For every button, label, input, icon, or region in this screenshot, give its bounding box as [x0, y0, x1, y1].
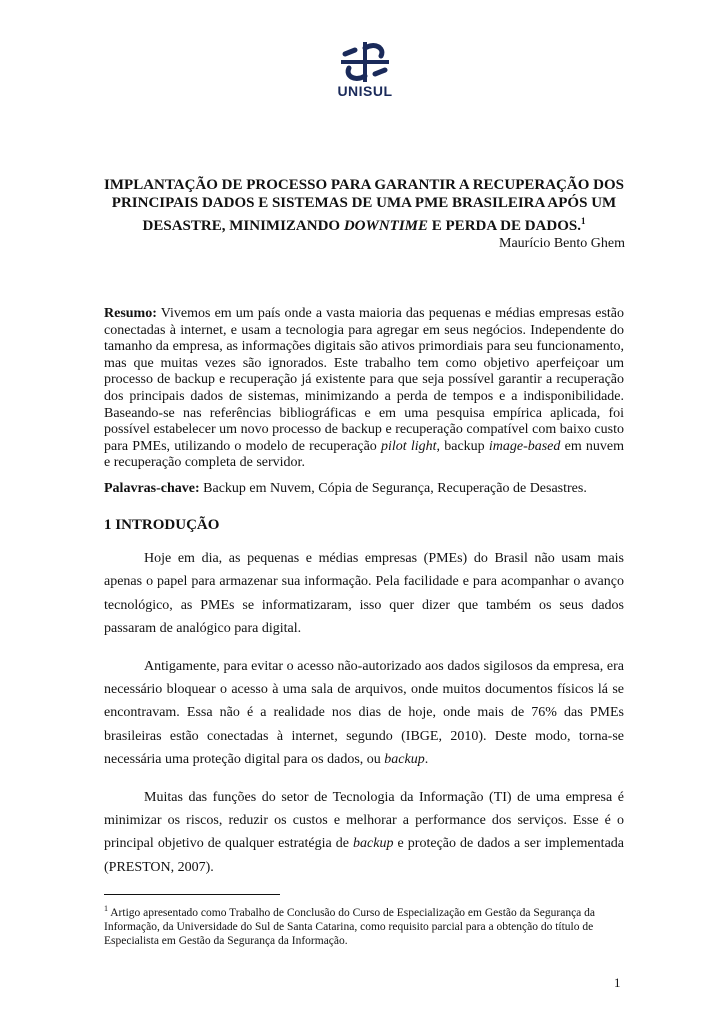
title-emphasis: DOWNTIME — [343, 218, 429, 234]
paper-title — [104, 176, 624, 235]
paragraph-1: Hoje em dia, as pequenas e médias empresas (PMEs) do Brasil não usam mais apenas o papel para armazenar sua informação. Pela facilidade e para acompanhar o avanço tecnológico, as PMEs se informatizaram, isso quer dizer que também os seus dados passaram de analógico para digital. — [104, 551, 624, 637]
abstract — [104, 306, 624, 472]
logo-wordmark: UNISUL — [337, 83, 393, 99]
keywords-text: Backup em Nuvem, Cópia de Segurança, Recuperação de Desastres. — [199, 481, 587, 496]
footnote — [104, 902, 624, 948]
abstract-em-2: image-based — [488, 438, 561, 454]
keywords-label: Palavras-chave: — [104, 481, 200, 496]
abstract-text-c: em nuvem e recuperação completa de servidor. — [104, 438, 625, 471]
paragraph-2-text-b: . — [424, 752, 429, 768]
unisul-logo — [329, 40, 401, 104]
title-part-1: IMPLANTAÇÃO DE PROCESSO PARA GARANTIR A RECUPERAÇÃO DOS PRINCIPAIS DADOS E SISTEMAS DE UMA PME BRASILEIRA APÓS UM DESASTRE, MINIMIZANDO — [104, 177, 624, 234]
paragraph-2-text-a: Antigamente, para evitar o acesso não-autorizado aos dados sigilosos da empresa, era necessário bloquear o acesso à uma sala de arquivos, onde muitos documentos físicos lá se encontravam. Essa não é a realidade nos dias de hoje, onde mais de 76% das PMEs brasileiras estão conectadas à internet, segundo (IBGE, 2010). Deste modo, torna-se necessária uma proteção digital para os dados, ou — [104, 658, 624, 768]
paragraph-3-text-b: e proteção de dados a ser implementada (PRESTON, 2007). — [104, 836, 624, 875]
keywords — [104, 480, 624, 497]
abstract-text-a: Vivemos em um país onde a vasta maioria das pequenas e médias empresas estão conectadas à internet, e usam a tecnologia para agregar em seus negócios. Independente do tamanho da empresa, as informações digitais são ativos primordiais para seu funcionamento, mas que muitas vezes são ignorados. Este trabalho tem como objetivo aperfeiçoar um processo de backup e recuperação já existente para que seja possível garantir a recuperação dos principais dados de sistemas, minimizando a perda de tempos e a indisponibilidade. Baseando-se nas referências bibliográficas e em uma pesquisa empírica aplicada, foi possível estabelecer um novo processo de backup e recuperação compatível com baixo custo para PMEs, utilizando o modelo de recuperação — [104, 306, 624, 454]
author-name: Maurício Bento Ghem — [499, 236, 625, 251]
paragraph-2-em: backup — [384, 752, 425, 768]
unisul-emblem-icon — [335, 40, 395, 84]
abstract-em-1: pilot light — [380, 438, 437, 454]
abstract-text-b: , backup — [436, 438, 489, 454]
title-footnote-marker: 1 — [580, 216, 586, 226]
paragraph-3-em: backup — [353, 836, 394, 852]
abstract-label: Resumo: — [104, 306, 157, 321]
paragraph-3 — [104, 786, 624, 880]
footnote-text: Artigo apresentado como Trabalho de Conclusão do Curso de Especialização em Gestão da Segurança da Informação, da Universidade do Sul de Santa Catarina, como requisito parcial para a obtenção do título de Especialista em Gestão da Segurança da Informação. — [104, 906, 596, 947]
page-number: 1 — [614, 975, 621, 990]
paragraph-3-text-a: Muitas das funções do setor de Tecnologia da Informação (TI) de uma empresa é minimizar os riscos, reduzir os custos e melhorar a performance dos serviços. Esse é o principal objetivo de qualquer estratégia de — [104, 789, 624, 852]
title-part-2: E PERDA DE DADOS. — [428, 218, 581, 234]
paragraph-2 — [104, 655, 624, 772]
body-text — [104, 547, 624, 893]
section-heading: 1 INTRODUÇÃO — [104, 517, 220, 533]
footnote-divider — [104, 894, 280, 895]
footnote-marker: 1 — [104, 904, 108, 913]
